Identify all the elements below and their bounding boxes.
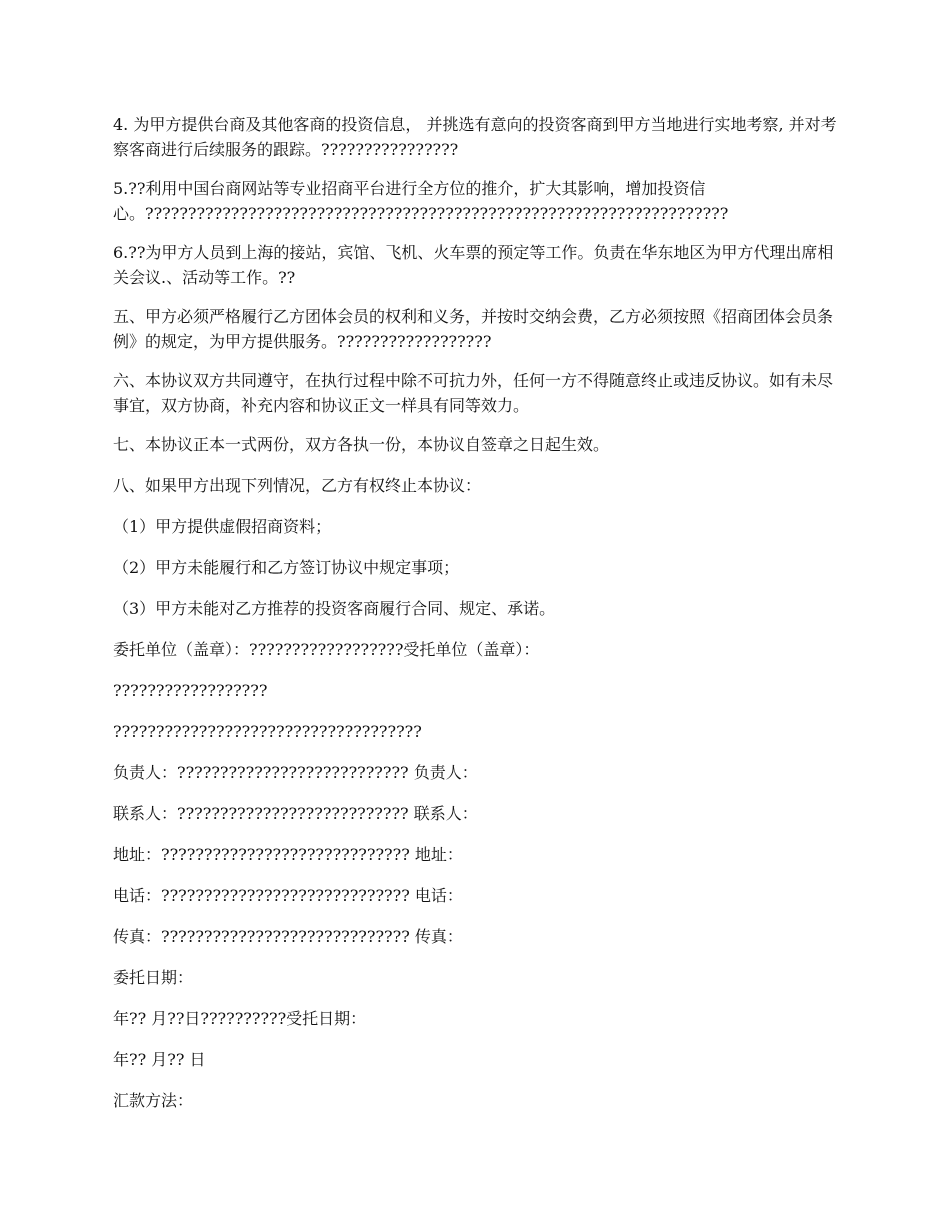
condition-2-line: （2）甲方未能履行和乙方签订协议中规定事项； xyxy=(113,558,460,577)
clause-5-paragraph: 5.??利用中国台商网站等专业招商平台进行全方位的推介，扩大其影响，增加投资信心。???????????????????????????????????????????????????????????????????? xyxy=(113,179,729,223)
placeholder-line-1: ?????????????????? xyxy=(113,681,268,700)
article-8-line: 八、如果甲方出现下列情况，乙方有权终止本协议： xyxy=(113,476,482,495)
clause-4-paragraph: 4. 为甲方提供台商及其他客商的投资信息， 并挑选有意向的投资客商到甲方当地进行实地考察, 并对考察客商进行后续服务的跟踪。???????????????? xyxy=(113,115,837,159)
remittance-method-label: 汇款方法： xyxy=(113,1091,194,1110)
phone-line: 电话：????????????????????????????? 电话： xyxy=(113,886,463,905)
placeholder-line-2: ???????????????????????????????????? xyxy=(113,722,422,741)
responsible-person-line: 负责人：??????????????????????????? 负责人： xyxy=(113,763,478,782)
contact-person-line: 联系人：??????????????????????????? 联系人： xyxy=(113,804,478,823)
date-line-2: 年?? 月?? 日 xyxy=(113,1050,206,1069)
document-page xyxy=(113,112,843,1129)
fax-line: 传真：????????????????????????????? 传真： xyxy=(113,927,463,946)
date-line-1: 年?? 月??日??????????受托日期： xyxy=(113,1009,367,1028)
condition-1-line: （1）甲方提供虚假招商资料； xyxy=(113,517,332,536)
commission-date-label: 委托日期： xyxy=(113,968,194,987)
condition-3-line: （3）甲方未能对乙方推荐的投资客商履行合同、规定、承诺。 xyxy=(113,599,556,618)
article-5-paragraph: 五、甲方必须严格履行乙方团体会员的权利和义务，并按时交纳会费，乙方必须按照《招商团体会员条例》的规定，为甲方提供服务。?????????????????? xyxy=(113,307,834,351)
signature-units-line: 委托单位（盖章）：??????????????????受托单位（盖章）： xyxy=(113,640,540,659)
address-line: 地址：????????????????????????????? 地址： xyxy=(113,845,463,864)
article-6-paragraph: 六、本协议双方共同遵守，在执行过程中除不可抗力外，任何一方不得随意终止或违反协议。如有未尽事宜，双方协商，补充内容和协议正文一样具有同等效力。 xyxy=(113,371,834,415)
article-7-line: 七、本协议正本一式两份，双方各执一份，本协议自签章之日起生效。 xyxy=(113,435,610,454)
clause-6-paragraph: 6.??为甲方人员到上海的接站，宾馆、飞机、火车票的预定等工作。负责在华东地区为甲方代理出席相关会议.、活动等工作。?? xyxy=(113,243,834,287)
